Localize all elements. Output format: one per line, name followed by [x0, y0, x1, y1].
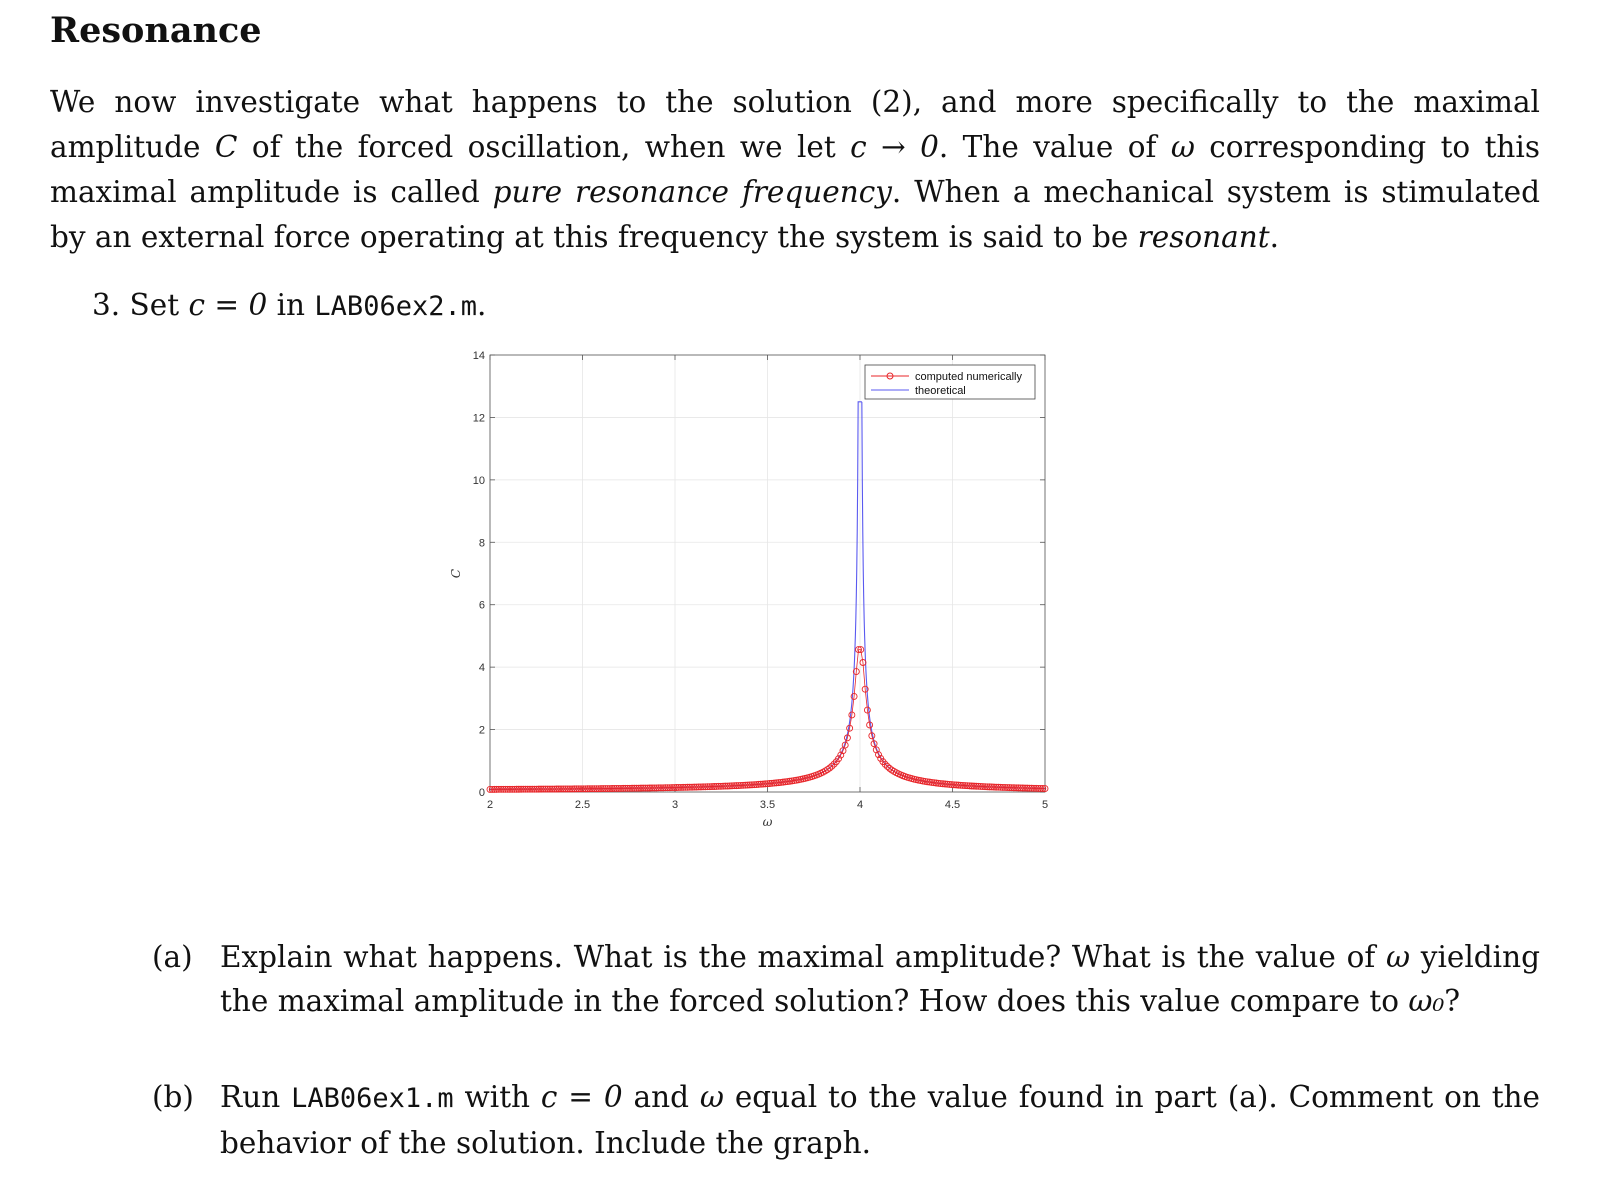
y-axis-label: C	[449, 568, 463, 579]
y-tick-label: 6	[478, 599, 485, 612]
y-tick-label: 0	[478, 787, 485, 799]
y-tick-label: 10	[472, 474, 485, 487]
x-tick-label: 5	[1041, 799, 1049, 811]
x-tick-label: 2.5	[574, 799, 591, 811]
x-tick-label: 2	[486, 799, 494, 811]
question-a-label: (a)	[152, 940, 193, 974]
legend-label: computed numerically	[915, 371, 1022, 383]
term-resonant: resonant	[1137, 220, 1270, 254]
y-tick-label: 12	[472, 412, 485, 425]
question-b	[152, 1075, 1540, 1165]
y-tick-label: 4	[478, 662, 485, 675]
resonance-chart	[449, 350, 1120, 875]
legend	[865, 365, 1035, 399]
question-b-label: (b)	[152, 1080, 194, 1114]
x-tick-label: 3.5	[759, 799, 776, 811]
section-heading: Resonance	[50, 10, 262, 51]
y-tick-label: 8	[478, 537, 485, 550]
x-tick-label: 4	[856, 799, 864, 811]
exercise-item-3: 3. Set c = 0 in LAB06ex2.m.	[92, 288, 487, 322]
legend-label: theoretical	[915, 385, 966, 397]
question-b-text: Run LAB06ex1.m with c = 0 and ω equal to the value found in part (a). Comment on the behavior of the solution. Include the graph.	[220, 1080, 1541, 1160]
y-tick-label: 14	[472, 350, 485, 362]
x-tick-label: 4.5	[944, 799, 961, 811]
intro-paragraph: We now investigate what happens to the solution (2), and more specifically to the maximal amplitude C of the forced oscillation, when we let c → 0. The value of ω corresponding to this maximal amplitude is called pure resonance frequency. When a mechanical system is stimulated by an external force operating at this frequency the system is said to be resonant.	[50, 85, 1541, 254]
question-a-text: Explain what happens. What is the maximal amplitude? What is the value of ω yielding the maximal amplitude in the forced solution? How does this value compare to ω₀?	[220, 940, 1540, 1018]
chart-svg	[449, 350, 1120, 875]
file-name: LAB06ex2.m	[314, 291, 477, 322]
x-tick-label: 3	[671, 799, 679, 811]
y-tick-label: 2	[478, 724, 485, 737]
question-a	[152, 935, 1540, 1023]
term-pure-resonance: pure resonance frequency	[492, 175, 892, 209]
file-name: LAB06ex1.m	[291, 1083, 454, 1114]
x-axis-label: ω	[762, 815, 773, 829]
